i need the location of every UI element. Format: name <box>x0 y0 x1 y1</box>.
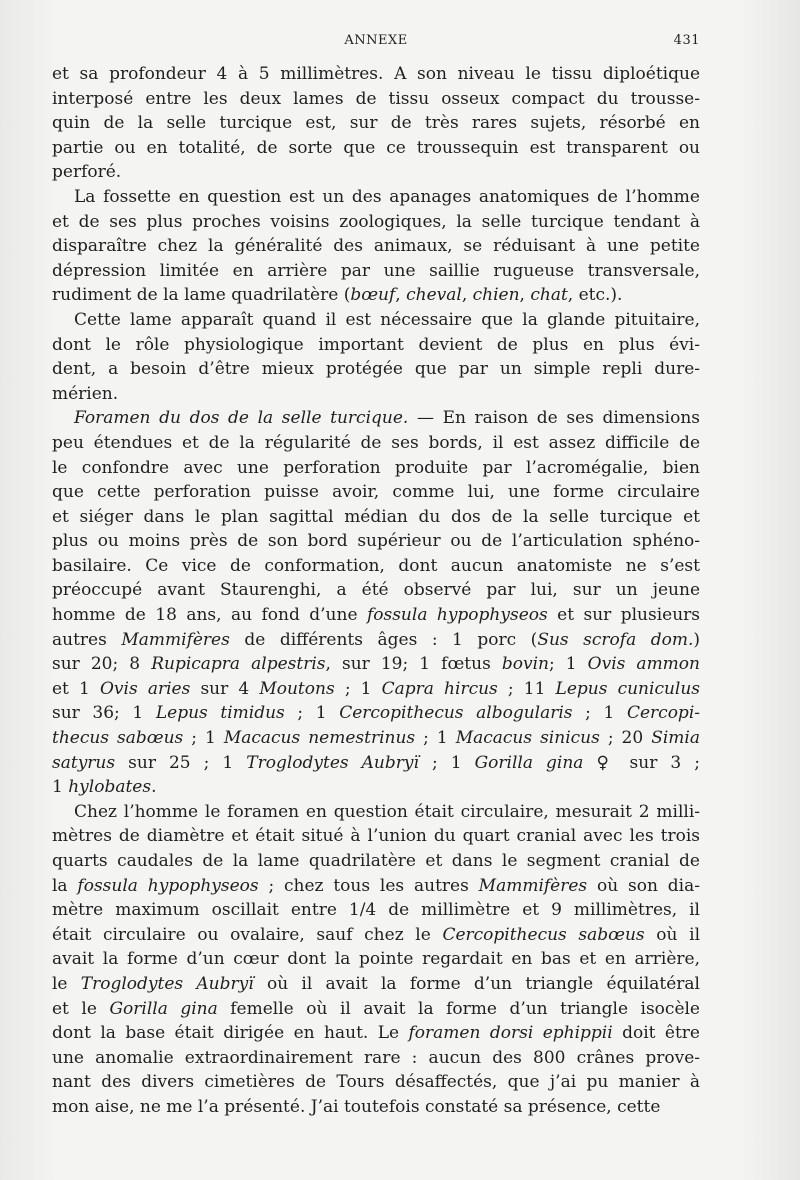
text-line: rudiment de la lame quadrilatère (bœuf, cheval, chien, chat, etc.). <box>52 285 623 306</box>
text-line: et 1 Ovis aries sur 4 Moutons ; 1 Capra hircus ; 11 Lepus cuniculus <box>52 678 701 699</box>
text-line: préoccupé avant Staurenghi, a été observé par lui, sur un jeune <box>52 580 700 601</box>
text-line: satyrus sur 25 ; 1 Troglodytes Aubryï ; 1 Gorilla gina ♀ sur 3 ; <box>52 752 700 773</box>
text-line: sur 20; 8 Rupicapra alpestris, sur 19; 1 fœtus bovin; 1 Ovis ammon <box>52 654 700 675</box>
text-line: dont la base était dirigée en haut. Le foramen dorsi ephippii doit être <box>52 1023 700 1044</box>
text-line: mérien. <box>52 383 119 404</box>
running-head: ANNEXE <box>344 33 408 48</box>
text-line: dépression limitée en arrière par une saillie rugueuse transversale, <box>52 260 700 281</box>
text-line: dent, a besoin d’être mieux protégée que par un simple repli dure- <box>52 359 700 380</box>
text-line: 1 hylobates. <box>52 777 157 798</box>
body-text <box>52 62 700 1120</box>
text-line: avait la forme d’un cœur dont la pointe regardait en bas et en arrière, <box>52 949 700 970</box>
text-line: le Troglodytes Aubryï où il avait la forme d’un triangle équilatéral <box>52 973 700 994</box>
text-line: mon aise, ne me l’a présenté. J’ai toutefois constaté sa présence, cette <box>52 1096 661 1117</box>
text-line: quin de la selle turcique est, sur de très rares sujets, résorbé en <box>52 113 700 134</box>
text-line: quarts caudales de la lame quadrilatère et dans le segment cranial de <box>52 851 700 871</box>
text-line: basilaire. Ce vice de conformation, dont aucun anatomiste ne s’est <box>52 555 700 576</box>
text-line: dont le rôle physiologique important devient de plus en plus évi- <box>52 334 700 355</box>
text-line: partie ou en totalité, de sorte que ce troussequin est transparent ou <box>52 137 700 158</box>
text-line: nant des divers cimetières de Tours désaffectés, que j’ai pu manier à <box>52 1072 700 1093</box>
text-line: la fossula hypophyseos ; chez tous les autres Mammifères où son dia- <box>52 875 700 896</box>
text-line: Chez l’homme le foramen en question était circulaire, mesurait 2 milli- <box>74 801 700 822</box>
text-line: disparaître chez la généralité des animaux, se réduisant à une petite <box>52 236 700 257</box>
text-line: mètres de diamètre et était situé à l’union du quart cranial avec les trois <box>52 826 700 847</box>
page-number: 431 <box>673 33 700 48</box>
text-line: Cette lame apparaît quand il est nécessaire que la glande pituitaire, <box>74 309 700 330</box>
text-line: sur 36; 1 Lepus timidus ; 1 Cercopithecus albogularis ; 1 Cercopi- <box>52 703 700 724</box>
text-line: peu étendues et de la régularité de ses bords, il est assez difficile de <box>52 432 700 453</box>
text-line: plus ou moins près de son bord supérieur ou de l’articulation sphéno- <box>52 531 700 552</box>
text-line: La fossette en question est un des apanages anatomiques de l’homme <box>74 186 700 207</box>
text-line: et siéger dans le plan sagittal médian du dos de la selle turcique et <box>52 506 700 527</box>
text-line: Foramen du dos de la selle turcique. — En raison de ses dimensions <box>74 408 700 429</box>
text-line: mètre maximum oscillait entre 1/4 de millimètre et 9 millimètres, il <box>52 900 700 921</box>
text-line: interposé entre les deux lames de tissu osseux compact du trousse- <box>52 88 700 109</box>
text-line: thecus sabœus ; 1 Macacus nemestrinus ; 1 Macacus sinicus ; 20 Simia <box>52 728 700 749</box>
text-line: perforé. <box>52 162 122 183</box>
text-line: autres Mammifères de différents âges : 1 porc (Sus scrofa dom.) <box>52 629 701 650</box>
text-line: le confondre avec une perforation produite par l’acromégalie, bien <box>52 457 700 478</box>
text-line: et sa profondeur 4 à 5 millimètres. A son niveau le tissu diploétique <box>52 64 700 84</box>
text-line: et le Gorilla gina femelle où il avait la forme d’un triangle isocèle <box>52 998 700 1019</box>
text-line: était circulaire ou ovalaire, sauf chez le Cercopithecus sabœus où il <box>52 924 700 945</box>
text-line: et de ses plus proches voisins zoologiques, la selle turcique tendant à <box>52 211 700 232</box>
page-header <box>52 33 700 53</box>
text-line: que cette perforation puisse avoir, comme lui, une forme circulaire <box>52 482 700 503</box>
text-line: homme de 18 ans, au fond d’une fossula hypophyseos et sur plusieurs <box>52 605 700 626</box>
text-line: une anomalie extraordinairement rare : aucun des 800 crânes prove- <box>52 1047 700 1068</box>
